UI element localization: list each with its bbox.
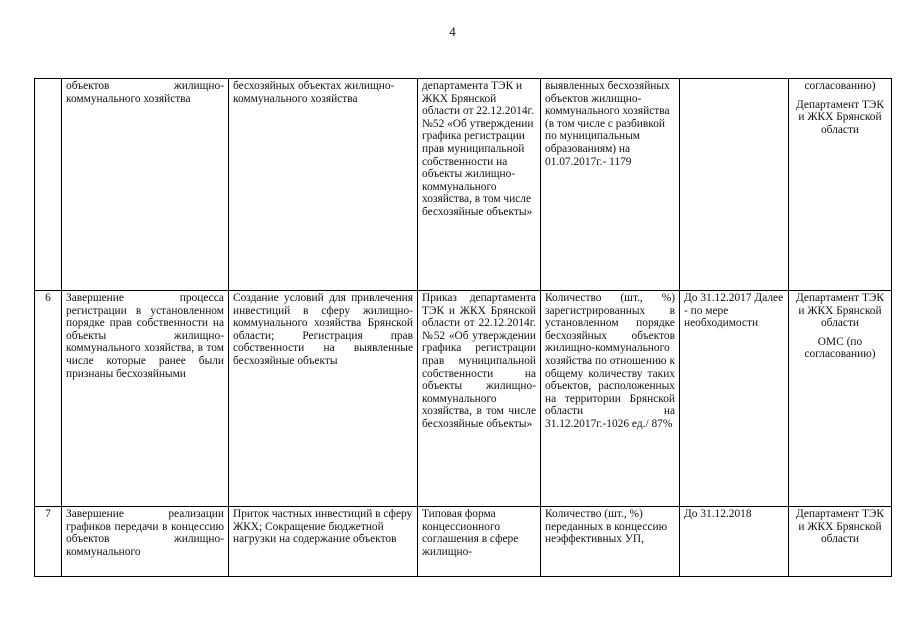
indicator: Количество (шт., %) зарегистрированных в установленном порядке бесхозяйных объектов жилищно-коммунального хозяйства по отношению к общему количеству таких объектов, расположенных на территории Брянской области на 31.12.2017г.-1026 ед./ 87% (541, 291, 680, 507)
row-number (35, 79, 62, 291)
indicator: выявленных бесхозяйных объектов жилищно-коммунального хозяйства (в том числе с разбивкой по муниципальным образованиям) на 01.07.2017г.- 1179 (541, 79, 680, 291)
measure-description: Создание условий для привлечения инвестиций в сферу жилищно-коммунального хозяйства Брянской области; Регистрация прав собственности на выявленные бесхозяйные объекты (229, 291, 418, 507)
measure-name: Завершение реализации графиков передачи в концессию объектов жилищно- коммунального (62, 507, 229, 577)
table-row (35, 291, 892, 507)
legal-document: Типовая форма концессионного соглашения в сфере жилищно- (418, 507, 541, 577)
responsible (789, 291, 892, 507)
responsible (789, 79, 892, 291)
responsible-2: Департамент ТЭК и ЖКХ Брянской области (795, 98, 885, 136)
row-number: 7 (35, 507, 62, 577)
legal-document: департамента ТЭК и ЖКХ Брянской области от 22.12.2014г. №52 «Об утверждении графика регистрации прав муниципальной собственности на объекты жилищно-коммунального хозяйства, в том числе бесхозяйные объекты» (418, 79, 541, 291)
table-row (35, 507, 892, 577)
measure-description: Приток частных инвестиций в сферу ЖКХ; Сокращение бюджетной нагрузки на содержание объектов (229, 507, 418, 577)
measure-description: бесхозяйных объектах жилищно-коммунального хозяйства (229, 79, 418, 291)
measure-name: объектов жилищно-коммунального хозяйства (62, 79, 229, 291)
responsible-1: Департамент ТЭК и ЖКХ Брянской области (795, 292, 885, 330)
legal-document: Приказ департамента ТЭК и ЖКХ Брянской области от 22.12.2014г. №52 «Об утверждении графика регистрации прав муниципальной собственности на объекты жилищно-коммунального хозяйства, в том числе бесхозяйные объекты» (418, 291, 541, 507)
measure-name: Завершение процесса регистрации в установленном порядке прав собственности на объекты жилищно-коммунального хозяйства, в том числе которые ранее были признаны бесхозяйными (62, 291, 229, 507)
deadline: До 31.12.2017 Далее - по мере необходимости (680, 291, 789, 507)
deadline (680, 79, 789, 291)
indicator: Количество (шт., %) переданных в концессию неэффективных УП, (541, 507, 680, 577)
measures-table (34, 78, 892, 577)
deadline: До 31.12.2018 (680, 507, 789, 577)
responsible-1: согласованию) (804, 80, 876, 92)
table-row (35, 79, 892, 291)
responsible-2: ОМС (по согласованию) (804, 335, 876, 361)
row-number: 6 (35, 291, 62, 507)
responsible-1: Департамент ТЭК и ЖКХ Брянской области (795, 508, 885, 546)
responsible (789, 507, 892, 577)
page-number: 4 (449, 24, 456, 39)
